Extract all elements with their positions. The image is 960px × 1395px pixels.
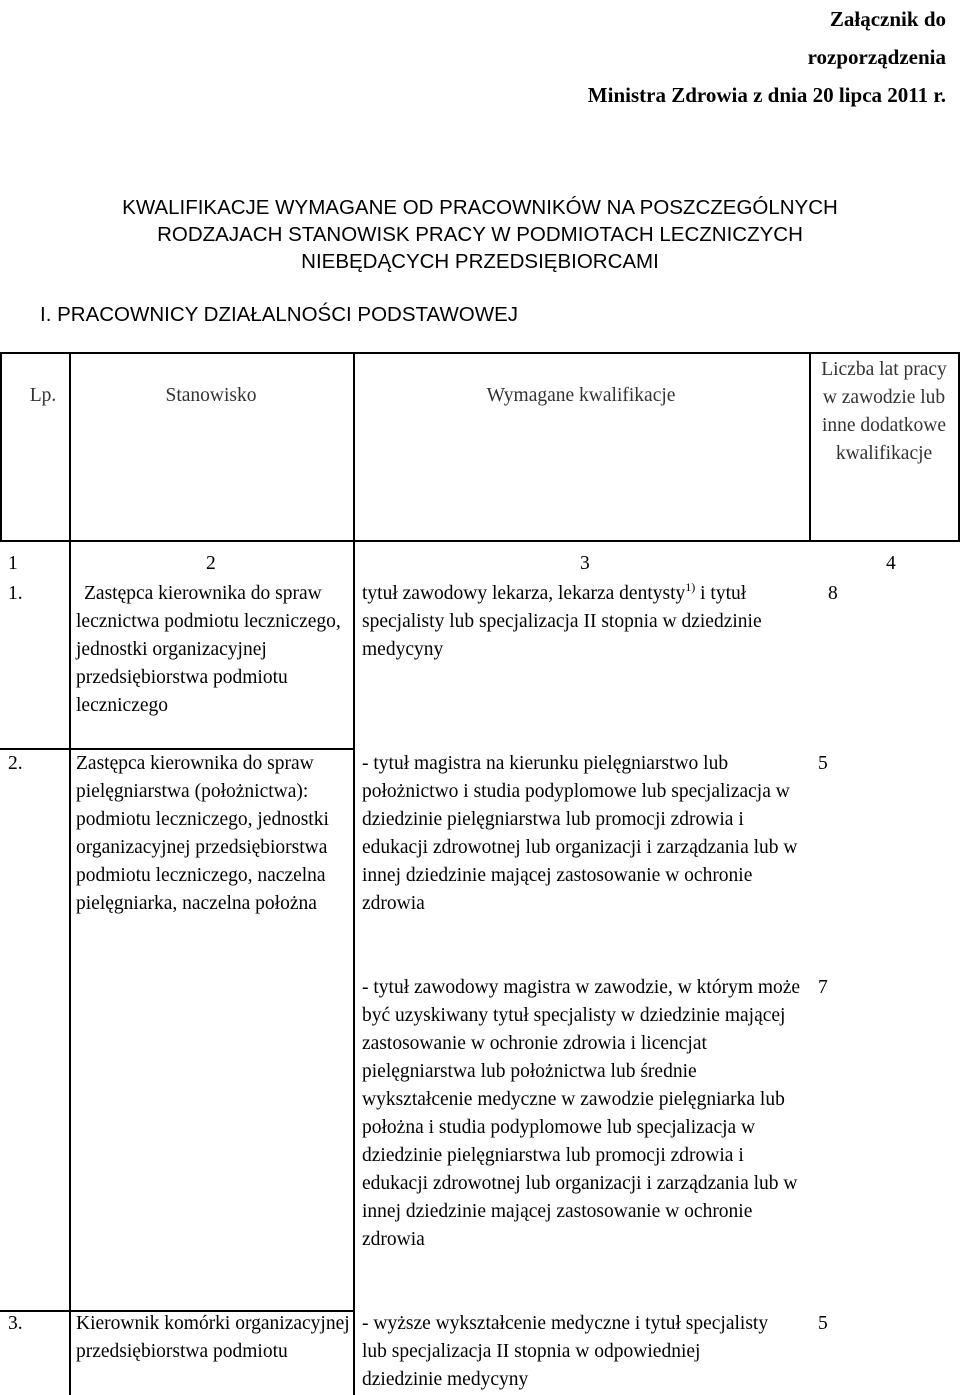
table-border-top — [0, 352, 960, 354]
row-2-years-b: 7 — [818, 977, 828, 998]
column-number-3: 3 — [580, 553, 590, 574]
row-3-qualification: - wyższe wykształcenie medyczne i tytuł specjalisty lub specjalizacja II stopnia w odpowiedniej dziedzinie medycyny — [362, 1313, 769, 1390]
row-2-qualification-a: - tytuł magistra na kierunku pielęgniarstwo lub położnictwo i studia podyplomowe lub specjalizacja w dziedzinie pielęgniarstwa lub promocji zdrowia i edukacji zdrowotnej lub organizacji i zarządzania lub w innej dziedzinie mającej zastosowanie w ochronie zdrowia — [362, 753, 798, 914]
header-position: Stanowisko — [165, 385, 257, 406]
table-header-bottom — [0, 540, 960, 542]
row-1-years: 8 — [828, 583, 838, 604]
row-3-position: Kierownik komórki organizacyjnej przedsiębiorstwa podmiotu — [76, 1313, 350, 1362]
row-1-qualification-text: tytuł zawodowy lekarza, lekarza dentysty — [362, 583, 686, 604]
row-1-position: Zastępca kierownika do spraw lecznictwa podmiotu leczniczego, jednostki organizacyjnej przedsiębiorstwa podmiotu leczniczego — [76, 583, 341, 716]
row-2-qualification-b: - tytuł zawodowy magistra w zawodzie, w którym może być uzyskiwany tytuł specjalisty w dziedzinie mającej zastosowanie w ochronie zdrowia i licencjat pielęgniarstwa lub położnictwa lub średnie wykształcenie medyczne w zawodzie pielęgniarka lub położna i studia podyplomowe lub specjalizacja w dziedzinie pielęgniarstwa lub promocji zdrowia i edukacji zdrowotnej lub organizacji i zarządzania lub w innej dziedzinie mającej zastosowanie w ochronie zdrowia — [362, 977, 801, 1250]
footnote-marker: 1) — [685, 580, 696, 594]
column-number-1: 1 — [8, 553, 18, 574]
title-line-3: NIEBĘDĄCYCH PRZEDSIĘBIORCAMI — [301, 250, 659, 273]
annex-line-1: Załącznik do — [829, 7, 946, 31]
row-1-lp: 1. — [8, 583, 23, 604]
table-border-right — [958, 352, 960, 542]
header-lp: Lp. — [29, 385, 57, 406]
row-3-lp: 3. — [8, 1313, 23, 1334]
annex-line-3: Ministra Zdrowia z dnia 20 lipca 2011 r. — [587, 83, 946, 107]
row-3-years: 5 — [818, 1313, 828, 1334]
qualifications-table — [0, 352, 960, 1395]
section-heading: I. PRACOWNICY DZIAŁALNOŚCI PODSTAWOWEJ — [40, 303, 519, 326]
row-2-position: Zastępca kierownika do spraw pielęgniarstwa (położnictwa): podmiotu leczniczego, jednostki organizacyjnej przedsiębiorstwa podmiotu leczniczego, naczelna pielęgniarka, naczelna położna — [76, 753, 329, 914]
annex-line-2: rozporządzenia — [807, 45, 946, 69]
row-1-qualification-text-cont: i tytuł specjalisty lub specjalizacja II stopnia w dziedzinie medycyny — [362, 583, 762, 660]
header-qualifications: Wymagane kwalifikacje — [486, 385, 676, 406]
table-border-left — [0, 352, 2, 542]
table-col-divider-1 — [69, 352, 71, 1395]
column-number-4: 4 — [886, 553, 896, 574]
annex-header — [526, 0, 946, 114]
document-title — [0, 194, 960, 275]
table-col-divider-2 — [353, 352, 355, 1395]
title-line-1: KWALIFIKACJE WYMAGANE OD PRACOWNIKÓW NA POSZCZEGÓLNYCH — [122, 196, 838, 219]
title-line-2: RODZAJACH STANOWISK PRACY W PODMIOTACH LECZNICZYCH — [157, 223, 803, 246]
row-2-years-a: 5 — [818, 753, 828, 774]
column-number-2: 2 — [206, 553, 216, 574]
table-col-divider-3 — [809, 352, 811, 542]
row-2-lp: 2. — [8, 753, 23, 774]
row-1-qualification — [362, 580, 802, 664]
header-years: Liczba lat pracy w zawodzie lub inne dodatkowe kwalifikacje — [821, 359, 947, 464]
